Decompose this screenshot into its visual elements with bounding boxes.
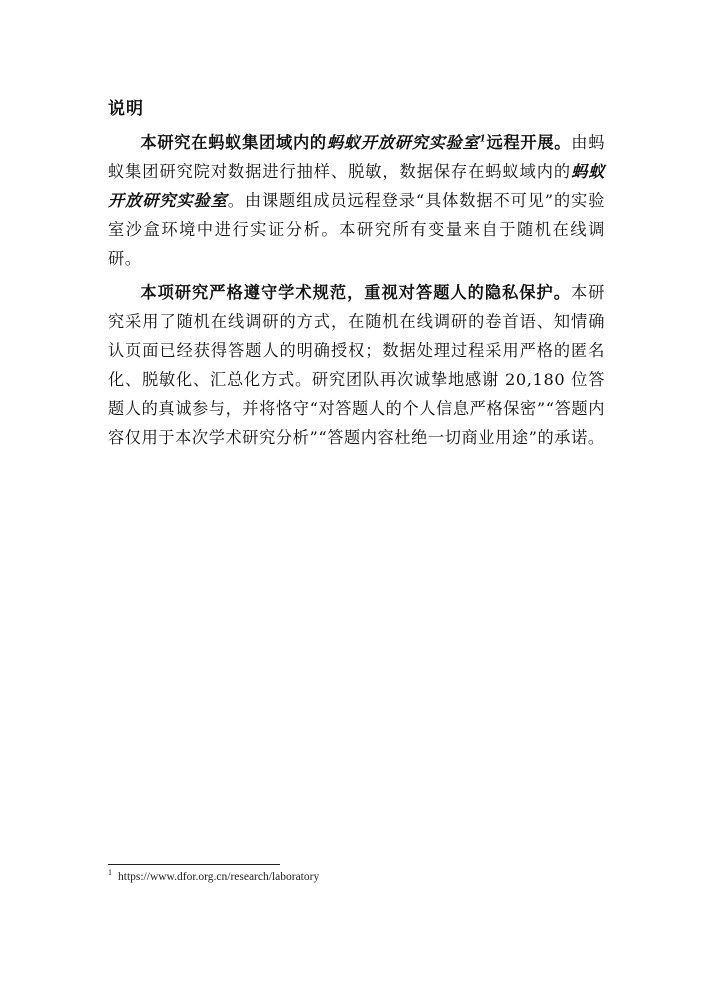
paragraph-text: 。由课题组成员远程登录“具体数据不可见”的实验室沙盒环境中进行实证分析。本研究所有变量来自于随机在线调研。 (108, 191, 605, 268)
section-heading: 说明 (108, 99, 144, 119)
paragraph-text: 由蚂蚁集团研究院对数据进行抽样、脱敏，数据保存在蚂蚁域内的 (108, 133, 606, 181)
lead-statement-part2: 远程开展。 (486, 133, 572, 152)
paragraph-text: 本研究采用了随机在线调研的方式，在随机在线调研的卷首语、知情确认页面已经获得答题人的明确授权；数据处理过程采用严格的匿名化、脱敏化、汇总化方式。研究团队再次诚挚地感谢 20,180 位答题人的真诚参与，并将恪守“对答题人的个人信息严格保密”“答题内容仅用于本次学术研究分析”“答题内容杜绝一切商业用途”的承诺。 (108, 283, 605, 447)
paragraph-data-source (108, 128, 605, 273)
footnote (108, 868, 320, 883)
footnote-url[interactable]: https://www.dfor.org.cn/research/laboratory (118, 871, 320, 883)
lead-statement: 本项研究严格遵守学术规范，重视对答题人的隐私保护。 (140, 283, 571, 302)
paragraph-privacy (108, 278, 605, 452)
footnote-number: 1 (108, 868, 112, 878)
footnote-divider (108, 864, 280, 865)
lab-name-emphasis: 蚂蚁开放研究实验室 (326, 133, 480, 152)
footnote-reference[interactable]: 1 (479, 134, 487, 145)
lab-name-emphasis: 蚂蚁开放研究实验室 (108, 162, 606, 210)
lead-statement-part1: 本研究在蚂蚁集团域内的 (140, 133, 327, 152)
